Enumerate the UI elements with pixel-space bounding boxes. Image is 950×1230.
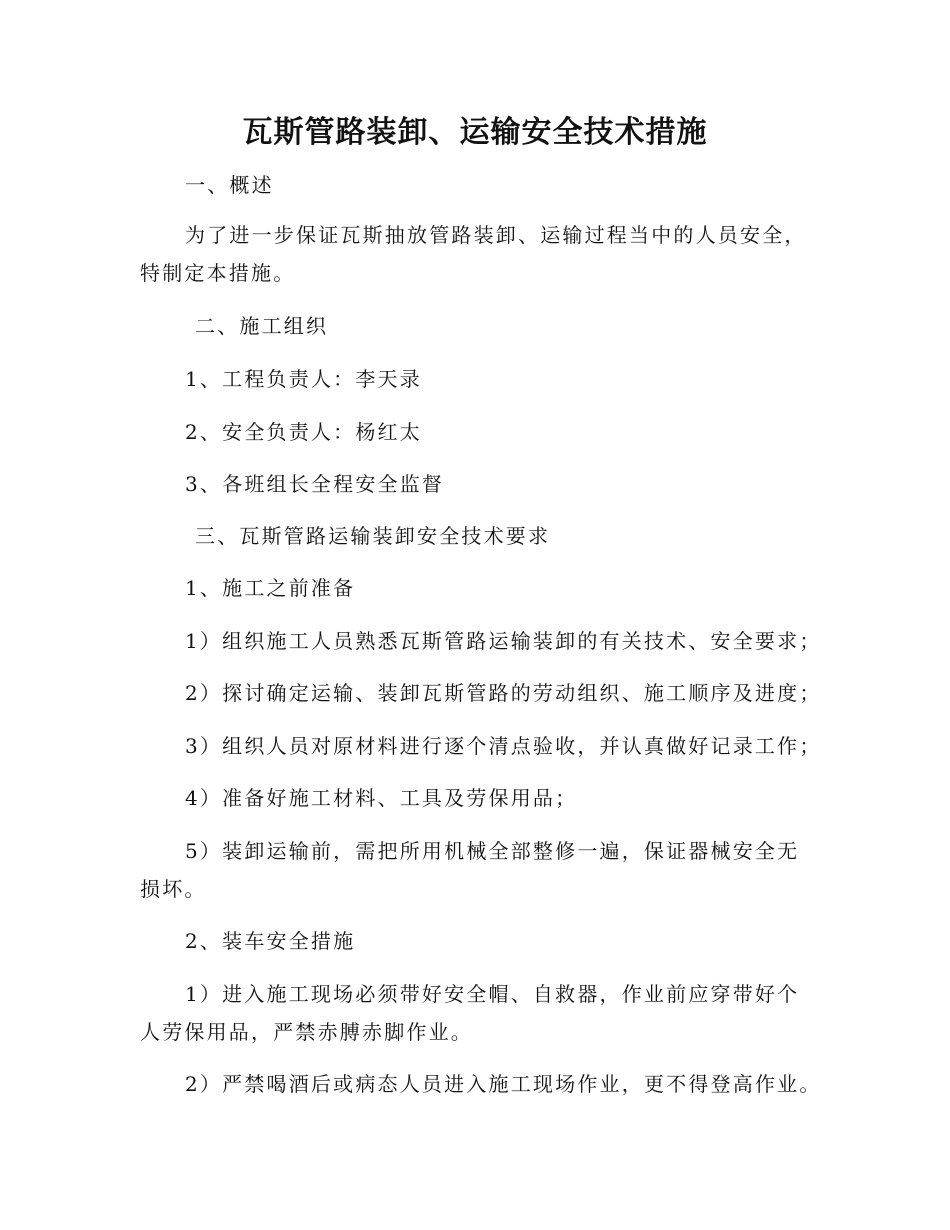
document-title: 瓦斯管路装卸、运输安全技术措施: [242, 115, 708, 150]
list-item-safety-lead: 2、安全负责人：杨红太: [185, 420, 422, 444]
subheading-preparation: 1、施工之前准备: [185, 576, 356, 600]
list-item-loading-1: 1）进入施工现场必须带好安全帽、自救器，作业前应穿带好个人劳保用品，严禁赤膊赤脚作业。: [140, 982, 800, 1044]
list-item-prep-2: 2）探讨确定运输、装卸瓦斯管路的劳动组织、施工顺序及进度；: [185, 681, 822, 705]
list-item-prep-1: 1）组织施工人员熟悉瓦斯管路运输装卸的有关技术、安全要求；: [185, 629, 822, 653]
list-item-prep-4: 4）准备好施工材料、工具及劳保用品；: [185, 786, 578, 810]
section-heading-overview: 一、概述: [185, 173, 274, 197]
list-item-loading-2: 2）严禁喝酒后或病态人员进入施工现场作业，更不得登高作业。: [185, 1072, 822, 1096]
list-item-prep-5: 5）装卸运输前，需把所用机械全部整修一遍，保证器械安全无损坏。: [140, 839, 800, 901]
section-heading-organization: 二、施工组织: [195, 314, 329, 338]
list-item-prep-3: 3）组织人员对原材料进行逐个清点验收，并认真做好记录工作；: [185, 734, 822, 758]
paragraph-purpose: 为了进一步保证瓦斯抽放管路装卸、运输过程当中的人员安全，特制定本措施。: [140, 223, 807, 285]
section-heading-requirements: 三、瓦斯管路运输装卸安全技术要求: [195, 524, 551, 548]
list-item-project-lead: 1、工程负责人：李天录: [185, 367, 422, 391]
list-item-team-supervision: 3、各班组长全程安全监督: [185, 472, 445, 496]
subheading-loading-safety: 2、装车安全措施: [185, 929, 356, 953]
